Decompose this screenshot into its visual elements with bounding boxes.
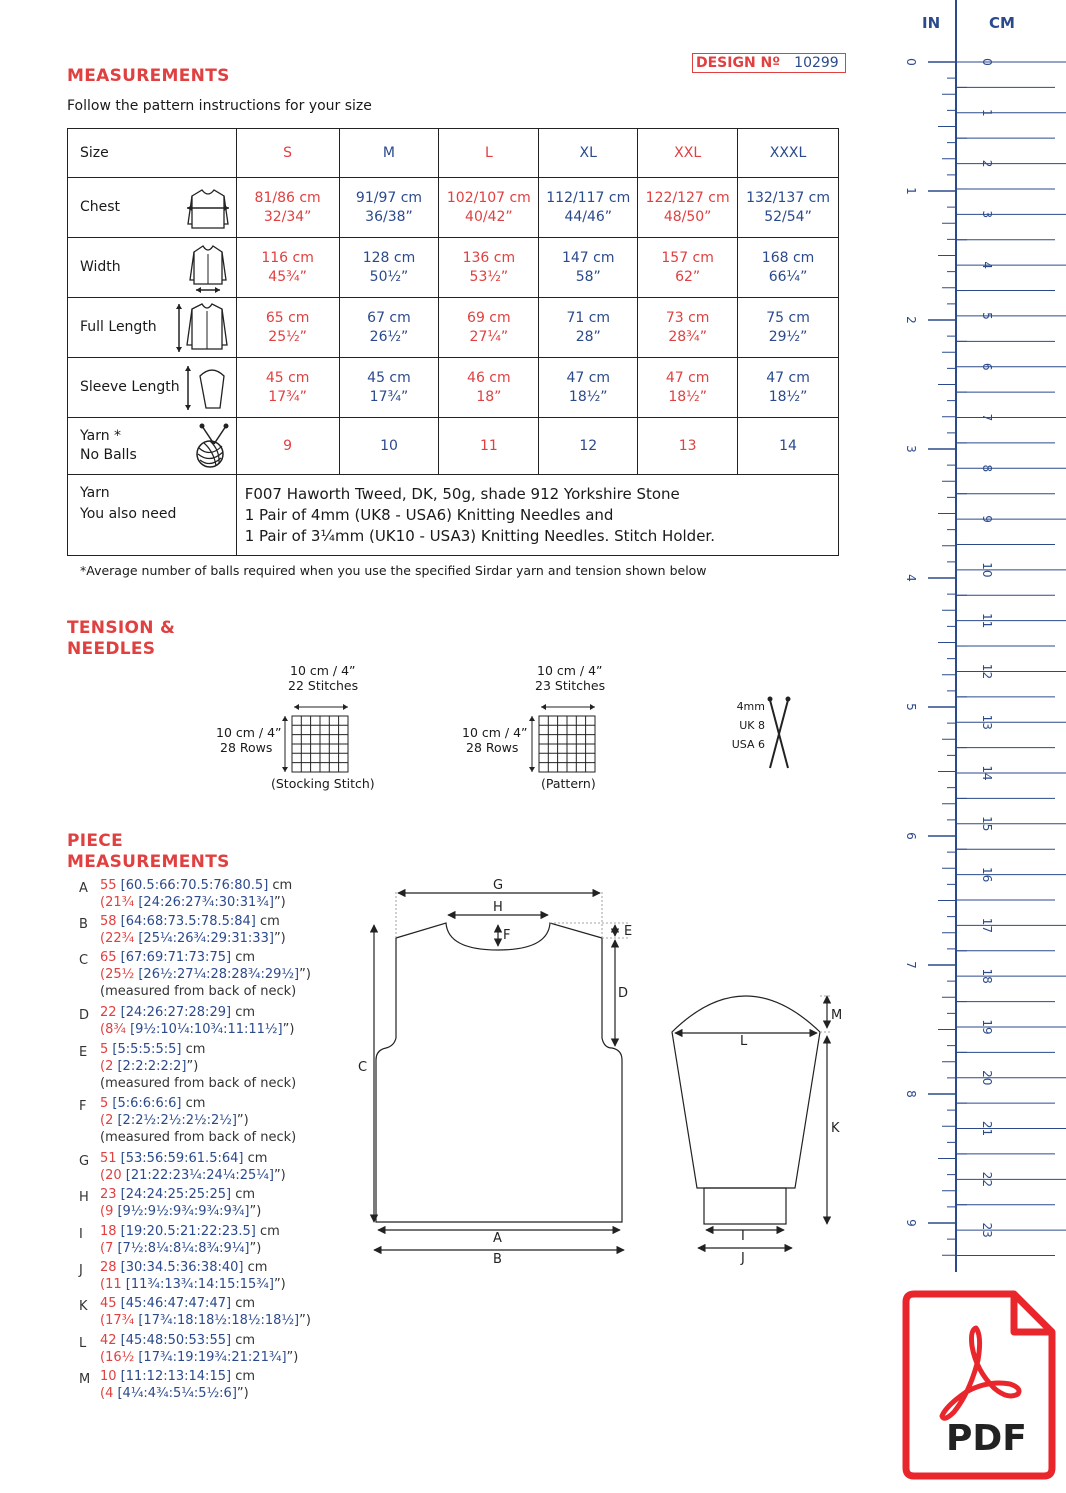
ruler-inch-label: 2 (904, 316, 918, 324)
label-C: C (358, 1060, 368, 1075)
ruler-cm-label: 0 (980, 58, 994, 66)
row-label: Chest (80, 199, 121, 215)
label-I: I (741, 1229, 745, 1244)
ruler-in-label: IN (922, 14, 941, 32)
ruler-cm-label: 9 (980, 515, 994, 523)
balls-cell: 11 (439, 418, 539, 475)
ruler-cm-label: 13 (980, 714, 994, 730)
label-A: A (493, 1231, 502, 1246)
row-label: Sleeve Length (80, 379, 180, 395)
swatch1-caption: (Stocking Stitch) (271, 776, 375, 791)
label-H: H (493, 900, 503, 915)
needles-label: 4mm UK 8 USA 6 (731, 700, 765, 751)
list-item: 65 [67:69:71:73:75] cm (25½ [26½:27¼:28:28¾:29½]”) (measured from back of neck) (100, 950, 311, 999)
ruler-inch-label: 7 (904, 961, 918, 969)
list-item: 51 [53:56:59:61.5:64] cm (20 [21:22:23¼:24¼:25¼]”) (100, 1151, 286, 1183)
tension-title-2: NEEDLES (67, 639, 156, 659)
ruler (895, 0, 1066, 1280)
ruler-inch-label: 6 (904, 832, 918, 840)
sizes-row (68, 129, 839, 178)
piece-letter: B (79, 917, 88, 932)
list-item: 28 [30:34.5:36:38:40] cm (11 [11¾:13¾:14:15:15¾]”) (100, 1260, 286, 1292)
list-item: 5 [5:5:5:5:5] cm (2 [2:2:2:2:2]”) (measured from back of neck) (100, 1042, 297, 1091)
balls-cell: 14 (738, 418, 839, 475)
table-row: Sleeve Length 45 cm 17¾” 45 cm 17¾” 46 cm 18” 47 cm 18½” 47 cm 18½” 47 cm 18½” (68, 358, 839, 418)
list-item: 10 [11:12:13:14:15] cm (4 [4¼:4¾:5¼:5½:6]”) (100, 1369, 256, 1401)
table-row: Width 116 cm 45¾” 128 cm 50½” 136 cm 53½” 147 cm 58” 157 cm 62” 168 cm 66¼” (68, 238, 839, 298)
length-garment-icon (174, 301, 232, 355)
balls-cell: 13 (638, 418, 738, 475)
yarn-ball-icon (192, 422, 232, 470)
sleeve-piece-outline (672, 996, 820, 1224)
list-item: 45 [45:46:47:47:47] cm (17¾ [17¾:18:18½:18½:18½]”) (100, 1296, 311, 1328)
ruler-cm-label: 4 (980, 261, 994, 269)
ruler-inch-label: 9 (904, 1219, 918, 1227)
ruler-cm-label: 16 (980, 866, 994, 883)
back-piece-outline (376, 923, 622, 1222)
label-E: E (624, 924, 633, 939)
ruler-cm-label: 3 (980, 210, 994, 219)
swatch2-height: 10 cm / 4” (462, 725, 528, 740)
list-item: 5 [5:6:6:6:6] cm (2 [2:2½:2½:2½:2½]”) (measured from back of neck) (100, 1096, 297, 1145)
piece-letter: H (79, 1190, 89, 1205)
ruler-inch-label: 3 (904, 445, 918, 453)
swatch2-width: 10 cm / 4” (537, 663, 603, 678)
list-item: 42 [45:48:50:53:55] cm (16½ [17¾:19:19¾:21:21¾]”) (100, 1333, 299, 1365)
piece-letter: I (79, 1227, 83, 1242)
pieces-title-2: MEASUREMENTS (67, 852, 230, 872)
measurements-instruction: Follow the pattern instructions for your size (67, 98, 372, 114)
piece-letter: D (79, 1008, 90, 1023)
ruler-cm-label: 14 (980, 765, 994, 781)
list-item: 58 [64:68:73.5:78.5:84] cm (22¾ [25¼:26¾:29:31:33]”) (100, 914, 286, 946)
ruler-cm-label: 11 (980, 613, 994, 629)
table-row: Chest 81/86 cm 32/34” 91/97 cm 36/38” 102/107 cm 40/42” 112/117 cm 44/46” 122/127 cm 48/50” 132/137 cm 52/54” (68, 178, 839, 238)
ruler-cm-label: 18 (980, 968, 994, 984)
needles-icon (764, 694, 794, 772)
ruler-cm-label: CM (989, 14, 1015, 32)
piece-letter: L (79, 1336, 87, 1351)
piece-letter: M (79, 1372, 91, 1387)
balls-cell: 12 (539, 418, 638, 475)
ruler-cm-label: 2 (980, 159, 994, 168)
piece-letter: K (79, 1299, 88, 1314)
ruler-cm-label: 5 (980, 312, 994, 320)
ruler-cm-label: 17 (980, 917, 994, 934)
footnote: *Average number of balls required when you use the specified Sirdar yarn and tension shown below (80, 563, 707, 578)
swatch2-stitches: 23 Stitches (535, 678, 606, 693)
balls-cell: 10 (339, 418, 439, 475)
schematic-diagram (340, 870, 860, 1280)
list-item: 22 [24:26:27:28:29] cm (8¾ [9½:10¼:10¾:11:11½]”) (100, 1005, 295, 1037)
ruler-cm-label: 6 (980, 362, 994, 371)
ruler-cm-label: 15 (980, 816, 994, 832)
label-D: D (618, 986, 629, 1001)
design-number: 10299 (794, 55, 839, 71)
label-G: G (493, 878, 504, 893)
size-cell: L (439, 129, 539, 178)
piece-letter: F (79, 1099, 87, 1114)
piece-letter: J (79, 1263, 83, 1278)
design-number-box (692, 53, 846, 73)
row-label: No Balls (80, 447, 137, 463)
swatch1-grid (280, 700, 355, 776)
label-B: B (493, 1252, 502, 1267)
piece-letter: A (79, 881, 88, 896)
ruler-inch-label: 5 (904, 703, 918, 711)
size-label: Size (68, 129, 237, 178)
list-item: 55 [60.5:66:70.5:76:80.5] cm (21¾ [24:26:27¾:30:31¾]”) (100, 878, 293, 910)
design-label: DESIGN Nº (696, 55, 781, 71)
row-label: Yarn * (80, 428, 122, 444)
ruler-cm-label: 12 (980, 663, 994, 680)
ruler-cm-label: 10 (980, 562, 994, 578)
row-label: Full Length (80, 319, 157, 335)
list-item: 23 [24:24:25:25:25] cm (9 [9½:9½:9¾:9¾:9¾]”) (100, 1187, 262, 1219)
table-row (68, 475, 839, 556)
chest-garment-icon (184, 184, 232, 232)
ruler-inch-label: 1 (904, 187, 918, 195)
label-M: M (831, 1008, 843, 1023)
ruler-cm-label: 21 (980, 1120, 994, 1137)
size-cell: XXXL (738, 129, 839, 178)
size-cell: M (339, 129, 439, 178)
swatch2-caption: (Pattern) (541, 776, 596, 791)
piece-letter: C (79, 953, 89, 968)
swatch1-rows: 28 Rows (220, 740, 273, 755)
row-label: Width (80, 259, 121, 275)
measurements-table (67, 128, 839, 556)
table-row (68, 418, 839, 475)
size-cell: S (236, 129, 339, 178)
tension-title-1: TENSION & (67, 618, 176, 638)
yarn-info-cell: F007 Haworth Tweed, DK, 50g, shade 912 Yorkshire Stone 1 Pair of 4mm (UK8 - USA6) Knitting Needles and 1 Pair of 3¼mm (UK10 - USA3) Knitting Needles. Stitch Holder. (236, 475, 838, 556)
width-garment-icon (184, 242, 232, 294)
label-F: F (503, 928, 511, 943)
measurements-title: MEASUREMENTS (67, 66, 230, 86)
ruler-inch-label: 8 (904, 1090, 918, 1098)
ruler-inch-label: 0 (904, 58, 918, 66)
ruler-cm-label: 19 (980, 1019, 994, 1035)
ruler-cm-label: 7 (980, 413, 994, 422)
row-label: You also need (80, 506, 177, 522)
label-J: J (741, 1251, 745, 1266)
ruler-cm-label: 22 (980, 1171, 994, 1187)
pieces-title-1: PIECE (67, 831, 123, 851)
swatch1-width: 10 cm / 4” (290, 663, 356, 678)
ruler-cm-label: 23 (980, 1222, 994, 1238)
size-cell: XL (539, 129, 638, 178)
pdf-badge[interactable] (902, 1290, 1056, 1480)
ruler-cm-label: 8 (980, 464, 994, 473)
swatch1-stitches: 22 Stitches (288, 678, 359, 693)
list-item: 18 [19:20.5:21:22:23.5] cm (7 [7½:8¼:8¼:8¾:9¼]”) (100, 1224, 280, 1256)
piece-letter: G (79, 1154, 90, 1169)
swatch1-height: 10 cm / 4” (216, 725, 282, 740)
ruler-cm-label: 20 (980, 1070, 994, 1086)
table-row: Full Length 65 cm 25½” 67 cm 26½” 69 cm 27¼” 71 cm 28” 73 cm 28¾” 75 cm 29½” (68, 298, 839, 358)
sleeve-garment-icon (182, 362, 232, 414)
label-L: L (740, 1034, 748, 1049)
swatch2-rows: 28 Rows (466, 740, 519, 755)
label-K: K (831, 1121, 840, 1136)
swatch2-grid (527, 700, 602, 776)
piece-letter: E (79, 1045, 88, 1060)
pdf-label: PDF (946, 1418, 1027, 1459)
row-label: Yarn (80, 485, 110, 501)
size-cell: XXL (638, 129, 738, 178)
ruler-inch-label: 4 (904, 574, 918, 582)
ruler-cm-label: 1 (980, 108, 994, 117)
balls-cell: 9 (236, 418, 339, 475)
